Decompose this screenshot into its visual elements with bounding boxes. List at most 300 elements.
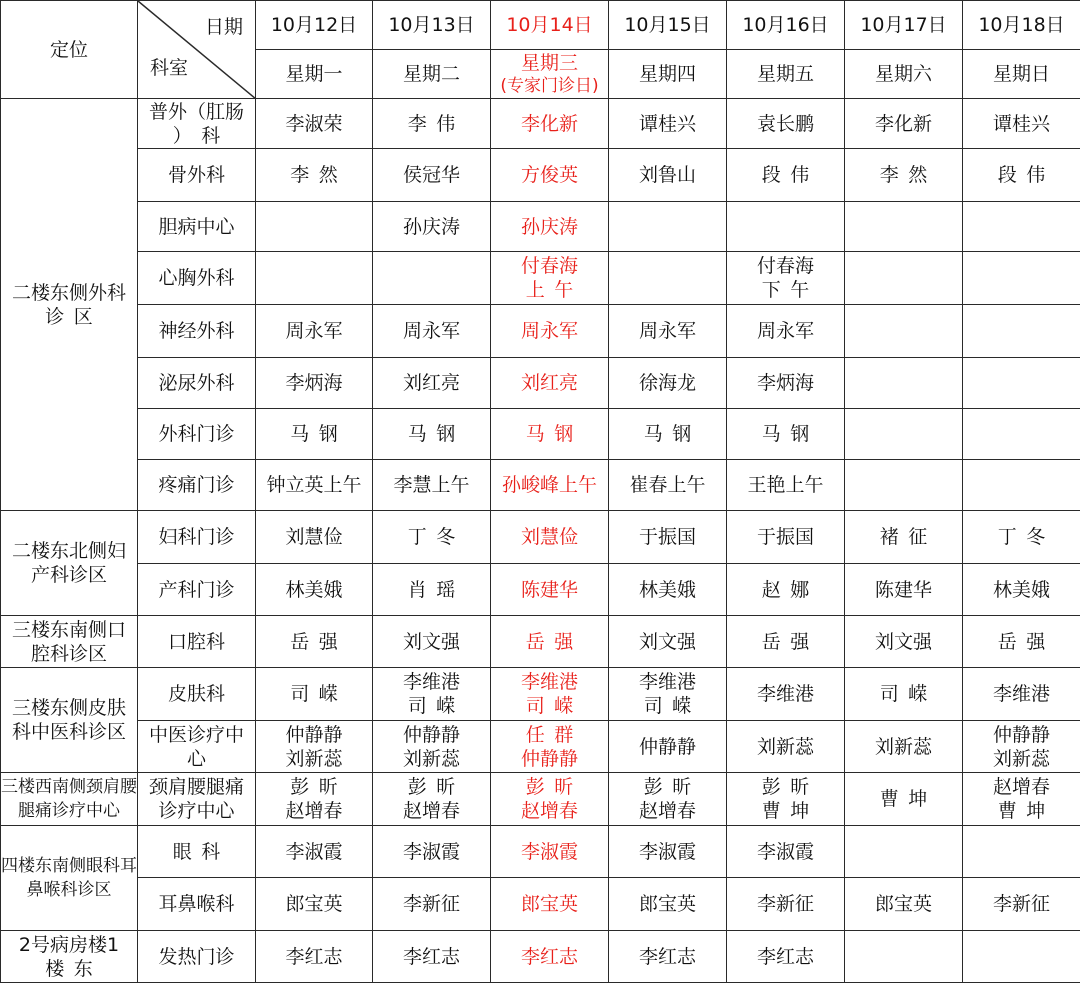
doctor-cell [727, 878, 845, 931]
table-row [1, 252, 1080, 305]
department-cell [138, 511, 256, 564]
cell-text: 李慧上午 [373, 473, 490, 497]
doctor-cell [373, 564, 491, 616]
cell-text: 侯冠华 [373, 163, 490, 187]
cell-text: 林美娥 [256, 578, 372, 602]
department-cell [138, 878, 256, 931]
doctor-cell [256, 564, 373, 616]
cell-text-line: 彭昕 [256, 775, 372, 799]
cell-text-line: 刘新蕊 [373, 747, 490, 771]
department-cell [138, 564, 256, 616]
cell-text: 丁冬 [373, 525, 490, 549]
doctor-cell-highlighted [491, 511, 609, 564]
doctor-cell [963, 564, 1080, 616]
doctor-cell [609, 931, 727, 983]
doctor-cell [256, 252, 373, 305]
date-header: 10月15日 [609, 1, 727, 50]
cell-text: 孙峻峰上午 [491, 473, 608, 497]
date-header: 10月17日 [845, 1, 963, 50]
doctor-cell [845, 460, 963, 511]
doctor-cell [373, 252, 491, 305]
cell-text: 马钢 [256, 422, 372, 446]
doctor-cell [727, 564, 845, 616]
table-row [1, 305, 1080, 358]
cell-text: 丁冬 [963, 525, 1080, 549]
doctor-cell-highlighted [491, 252, 609, 305]
cell-text: 周永军 [491, 319, 608, 343]
cell-text: 李新征 [963, 892, 1080, 916]
cell-text: 谭桂兴 [609, 112, 726, 136]
department-cell [138, 409, 256, 460]
cell-text-line: 腔科诊区 [1, 642, 137, 666]
cell-text-line: 彭昕 [491, 775, 608, 799]
cell-text: 徐海龙 [609, 371, 726, 395]
table-row [1, 460, 1080, 511]
cell-text-line: 刘新蕊 [963, 747, 1080, 771]
cell-text: 李化新 [491, 112, 608, 136]
cell-text-line: 科中医科诊区 [1, 720, 137, 744]
doctor-cell [727, 99, 845, 149]
doctor-cell [609, 252, 727, 305]
cell-text: 岳强 [963, 630, 1080, 654]
date-header: 10月18日 [963, 1, 1080, 50]
doctor-cell [727, 773, 845, 826]
doctor-cell [373, 721, 491, 773]
doctor-cell [845, 616, 963, 668]
department-cell [138, 668, 256, 721]
doctor-cell [609, 358, 727, 409]
cell-text: 李然 [256, 163, 372, 187]
cell-text-line: 司嵘 [609, 694, 726, 718]
doctor-cell [845, 721, 963, 773]
cell-text-line: 2号病房楼1 [1, 933, 137, 957]
cell-text-line: 普外（肛肠 [138, 100, 255, 124]
location-cell [1, 668, 138, 773]
dept-axis-label: 科室 [150, 56, 188, 80]
cell-text-line: 曹坤 [727, 799, 844, 823]
table-row [1, 931, 1080, 983]
cell-text: 口腔科 [138, 630, 255, 654]
cell-text: 周永军 [256, 319, 372, 343]
doctor-cell [963, 616, 1080, 668]
doctor-cell-highlighted [491, 773, 609, 826]
doctor-cell [256, 202, 373, 252]
cell-text: 周永军 [609, 319, 726, 343]
doctor-cell [373, 305, 491, 358]
doctor-cell-highlighted [491, 931, 609, 983]
weekday-label: 星期三 [491, 51, 608, 75]
doctor-cell [727, 409, 845, 460]
cell-text: 曹坤 [845, 787, 962, 811]
doctor-cell [845, 511, 963, 564]
cell-text: 肖瑶 [373, 578, 490, 602]
location-cell [1, 99, 138, 511]
cell-text-line: 诊疗中心 [138, 799, 255, 823]
cell-text: 马钢 [373, 422, 490, 446]
cell-text: 胆病中心 [138, 215, 255, 239]
doctor-cell-highlighted [491, 149, 609, 202]
doctor-cell-highlighted [491, 409, 609, 460]
department-cell [138, 616, 256, 668]
cell-text-line: 司嵘 [491, 694, 608, 718]
doctor-cell-highlighted [491, 460, 609, 511]
cell-text: 谭桂兴 [963, 112, 1080, 136]
cell-text: 段伟 [963, 163, 1080, 187]
doctor-cell-highlighted [491, 99, 609, 149]
doctor-cell [609, 616, 727, 668]
cell-text-line: 二楼东侧外科 [1, 281, 137, 305]
cell-text-line: 四楼东南侧眼科耳 [1, 854, 137, 878]
doctor-cell [963, 358, 1080, 409]
doctor-cell [256, 616, 373, 668]
doctor-cell [727, 616, 845, 668]
cell-text-line: 付春海 [491, 254, 608, 278]
table-row [1, 721, 1080, 773]
doctor-cell [963, 305, 1080, 358]
doctor-cell-highlighted [491, 616, 609, 668]
department-cell [138, 460, 256, 511]
cell-text: 郎宝英 [491, 892, 608, 916]
doctor-cell [963, 511, 1080, 564]
doctor-cell [963, 409, 1080, 460]
department-cell [138, 99, 256, 149]
doctor-cell [609, 721, 727, 773]
table-row [1, 99, 1080, 149]
doctor-cell [963, 252, 1080, 305]
cell-text: 眼科 [138, 840, 255, 864]
doctor-cell [727, 252, 845, 305]
doctor-cell [963, 149, 1080, 202]
date-header: 10月16日 [727, 1, 845, 50]
cell-text: 段伟 [727, 163, 844, 187]
location-cell [1, 931, 138, 983]
cell-text: 刘红亮 [491, 371, 608, 395]
cell-text: 王艳上午 [727, 473, 844, 497]
cell-text-line: 赵增春 [609, 799, 726, 823]
cell-text: 李新征 [727, 892, 844, 916]
weekday-header: 星期二 [373, 50, 491, 99]
doctor-cell [963, 773, 1080, 826]
cell-text: 李伟 [373, 112, 490, 136]
doctor-cell [845, 305, 963, 358]
doctor-cell [845, 773, 963, 826]
cell-text-line: 司嵘 [373, 694, 490, 718]
cell-text-line: 赵增春 [963, 775, 1080, 799]
doctor-cell [963, 668, 1080, 721]
doctor-cell [609, 668, 727, 721]
cell-text: 林美娥 [963, 578, 1080, 602]
doctor-cell [727, 668, 845, 721]
cell-text-line: 曹坤 [963, 799, 1080, 823]
doctor-cell [373, 826, 491, 878]
doctor-cell-highlighted [491, 305, 609, 358]
cell-text: 于振国 [609, 525, 726, 549]
doctor-cell [609, 564, 727, 616]
doctor-cell-highlighted [491, 564, 609, 616]
doctor-cell [963, 826, 1080, 878]
cell-text-line: 彭昕 [373, 775, 490, 799]
header-row-dates [1, 1, 1080, 50]
table-row [1, 202, 1080, 252]
doctor-cell [373, 99, 491, 149]
cell-text: 陈建华 [491, 578, 608, 602]
date-header: 10月13日 [373, 1, 491, 50]
cell-text-line: 仲静静 [256, 723, 372, 747]
doctor-cell [373, 409, 491, 460]
cell-text-line: 赵增春 [491, 799, 608, 823]
doctor-cell [727, 149, 845, 202]
cell-text: 李化新 [845, 112, 962, 136]
cell-text: 褚征 [845, 525, 962, 549]
cell-text-line: 三楼东侧皮肤 [1, 696, 137, 720]
table-row [1, 773, 1080, 826]
doctor-cell [256, 358, 373, 409]
cell-text: 方俊英 [491, 163, 608, 187]
location-cell [1, 511, 138, 616]
cell-text: 袁长鹏 [727, 112, 844, 136]
table-row [1, 511, 1080, 564]
doctor-cell [609, 511, 727, 564]
cell-text: 林美娥 [609, 578, 726, 602]
cell-text-line: 赵增春 [373, 799, 490, 823]
doctor-cell [609, 99, 727, 149]
cell-text: 神经外科 [138, 319, 255, 343]
cell-text-line: 付春海 [727, 254, 844, 278]
cell-text-line: 二楼东北侧妇 [1, 539, 137, 563]
department-cell [138, 252, 256, 305]
table-row [1, 149, 1080, 202]
doctor-cell [609, 149, 727, 202]
doctor-cell [845, 149, 963, 202]
table-row [1, 409, 1080, 460]
doctor-cell [256, 149, 373, 202]
location-cell [1, 826, 138, 931]
doctor-cell [373, 931, 491, 983]
cell-text: 司嵘 [256, 682, 372, 706]
doctor-cell [373, 878, 491, 931]
department-cell [138, 202, 256, 252]
doctor-cell [256, 931, 373, 983]
doctor-cell [727, 305, 845, 358]
doctor-cell [373, 460, 491, 511]
cell-text: 司嵘 [845, 682, 962, 706]
cell-text: 李淑霞 [609, 840, 726, 864]
schedule-body [1, 99, 1080, 983]
doctor-cell [609, 878, 727, 931]
doctor-cell [256, 305, 373, 358]
cell-text: 泌尿外科 [138, 371, 255, 395]
cell-text: 周永军 [727, 319, 844, 343]
doctor-cell [256, 826, 373, 878]
location-cell [1, 773, 138, 826]
cell-text: 郎宝英 [256, 892, 372, 916]
cell-text: 刘慧俭 [256, 525, 372, 549]
cell-text: 刘新蕊 [845, 735, 962, 759]
cell-text-line: 彭昕 [727, 775, 844, 799]
doctor-cell [373, 668, 491, 721]
weekday-header: 星期一 [256, 50, 373, 99]
location-cell [1, 616, 138, 668]
doctor-cell [609, 460, 727, 511]
cell-text: 刘慧俭 [491, 525, 608, 549]
department-cell [138, 358, 256, 409]
cell-text: 马钢 [609, 422, 726, 446]
doctor-cell [845, 202, 963, 252]
department-cell [138, 305, 256, 358]
doctor-cell [373, 511, 491, 564]
cell-text-line: 仲静静 [963, 723, 1080, 747]
weekday-header: 星期四 [609, 50, 727, 99]
cell-text-line: 李维港 [491, 670, 608, 694]
weekday-header-highlighted [491, 50, 609, 99]
doctor-cell [727, 931, 845, 983]
cell-text-line: 颈肩腰腿痛 [138, 775, 255, 799]
doctor-cell [845, 409, 963, 460]
doctor-cell [373, 149, 491, 202]
doctor-cell [373, 616, 491, 668]
cell-text: 李新征 [373, 892, 490, 916]
cell-text: 岳强 [256, 630, 372, 654]
cell-text: 李红志 [727, 945, 844, 969]
cell-text: 李红志 [609, 945, 726, 969]
cell-text-line: 任群 [491, 723, 608, 747]
doctor-cell [609, 773, 727, 826]
doctor-cell [845, 564, 963, 616]
doctor-cell [963, 202, 1080, 252]
doctor-cell [845, 931, 963, 983]
doctor-cell [963, 721, 1080, 773]
cell-text-line: ）科 [138, 124, 255, 148]
cell-text: 刘文强 [373, 630, 490, 654]
department-cell [138, 721, 256, 773]
cell-text: 孙庆涛 [491, 215, 608, 239]
cell-text-line: 上午 [491, 278, 608, 302]
position-header: 定位 [1, 1, 138, 99]
cell-text: 崔春上午 [609, 473, 726, 497]
cell-text: 李淑霞 [491, 840, 608, 864]
cell-text-line: 李维港 [609, 670, 726, 694]
doctor-cell [963, 460, 1080, 511]
doctor-cell [845, 99, 963, 149]
doctor-cell-highlighted [491, 358, 609, 409]
cell-text-line: 刘新蕊 [256, 747, 372, 771]
date-header-highlighted: 10月14日 [491, 1, 609, 50]
cell-text-line: 仲静静 [373, 723, 490, 747]
cell-text: 心胸外科 [138, 266, 255, 290]
weekday-header: 星期日 [963, 50, 1080, 99]
doctor-cell-highlighted [491, 202, 609, 252]
cell-text-line: 中医诊疗中 [138, 723, 255, 747]
doctor-cell [609, 409, 727, 460]
table-row [1, 616, 1080, 668]
cell-text: 李炳海 [256, 371, 372, 395]
cell-text: 李淑荣 [256, 112, 372, 136]
doctor-cell [256, 773, 373, 826]
date-header: 10月12日 [256, 1, 373, 50]
cell-text: 妇科门诊 [138, 525, 255, 549]
weekday-header: 星期五 [727, 50, 845, 99]
cell-text: 钟立英上午 [256, 473, 372, 497]
cell-text: 李炳海 [727, 371, 844, 395]
doctor-cell-highlighted [491, 878, 609, 931]
table-row [1, 878, 1080, 931]
cell-text: 李淑霞 [727, 840, 844, 864]
doctor-cell [845, 826, 963, 878]
cell-text: 马钢 [727, 422, 844, 446]
doctor-cell [609, 305, 727, 358]
cell-text: 仲静静 [609, 735, 726, 759]
cell-text: 李维港 [727, 682, 844, 706]
doctor-cell [609, 202, 727, 252]
expert-day-note: (专家门诊日) [491, 75, 608, 97]
cell-text-line: 楼东 [1, 957, 137, 981]
cell-text-line: 三楼西南侧颈肩腰 [1, 775, 137, 799]
table-row [1, 668, 1080, 721]
cell-text: 孙庆涛 [373, 215, 490, 239]
doctor-cell [963, 99, 1080, 149]
cell-text: 刘红亮 [373, 371, 490, 395]
cell-text: 李然 [845, 163, 962, 187]
doctor-cell [727, 826, 845, 878]
cell-text-line: 心 [138, 747, 255, 771]
cell-text-line: 腿痛诊疗中心 [1, 799, 137, 823]
doctor-cell-highlighted [491, 826, 609, 878]
cell-text: 刘新蕊 [727, 735, 844, 759]
doctor-cell [256, 99, 373, 149]
doctor-cell [727, 511, 845, 564]
doctor-cell [845, 252, 963, 305]
cell-text: 赵娜 [727, 578, 844, 602]
doctor-cell-highlighted [491, 668, 609, 721]
doctor-cell [727, 460, 845, 511]
cell-text: 李红志 [491, 945, 608, 969]
cell-text: 刘鲁山 [609, 163, 726, 187]
cell-text-line: 下午 [727, 278, 844, 302]
cell-text: 刘文强 [609, 630, 726, 654]
cell-text: 产科门诊 [138, 578, 255, 602]
date-axis-label: 日期 [205, 15, 243, 39]
cell-text: 于振国 [727, 525, 844, 549]
doctor-cell [256, 460, 373, 511]
table-row [1, 358, 1080, 409]
cell-text: 李红志 [373, 945, 490, 969]
cell-text: 疼痛门诊 [138, 473, 255, 497]
cell-text: 外科门诊 [138, 422, 255, 446]
cell-text: 岳强 [491, 630, 608, 654]
department-cell [138, 773, 256, 826]
cell-text-line: 仲静静 [491, 747, 608, 771]
doctor-cell [373, 202, 491, 252]
doctor-cell [727, 358, 845, 409]
cell-text: 皮肤科 [138, 682, 255, 706]
doctor-cell [845, 358, 963, 409]
doctor-cell [256, 668, 373, 721]
cell-text: 李红志 [256, 945, 372, 969]
cell-text: 郎宝英 [609, 892, 726, 916]
table-row [1, 564, 1080, 616]
doctor-cell-highlighted [491, 721, 609, 773]
cell-text: 发热门诊 [138, 945, 255, 969]
department-cell [138, 149, 256, 202]
doctor-cell [256, 511, 373, 564]
cell-text: 李维港 [963, 682, 1080, 706]
doctor-cell [373, 358, 491, 409]
doctor-cell [256, 409, 373, 460]
weekday-header: 星期六 [845, 50, 963, 99]
cell-text: 耳鼻喉科 [138, 892, 255, 916]
doctor-cell [256, 721, 373, 773]
doctor-cell [373, 773, 491, 826]
